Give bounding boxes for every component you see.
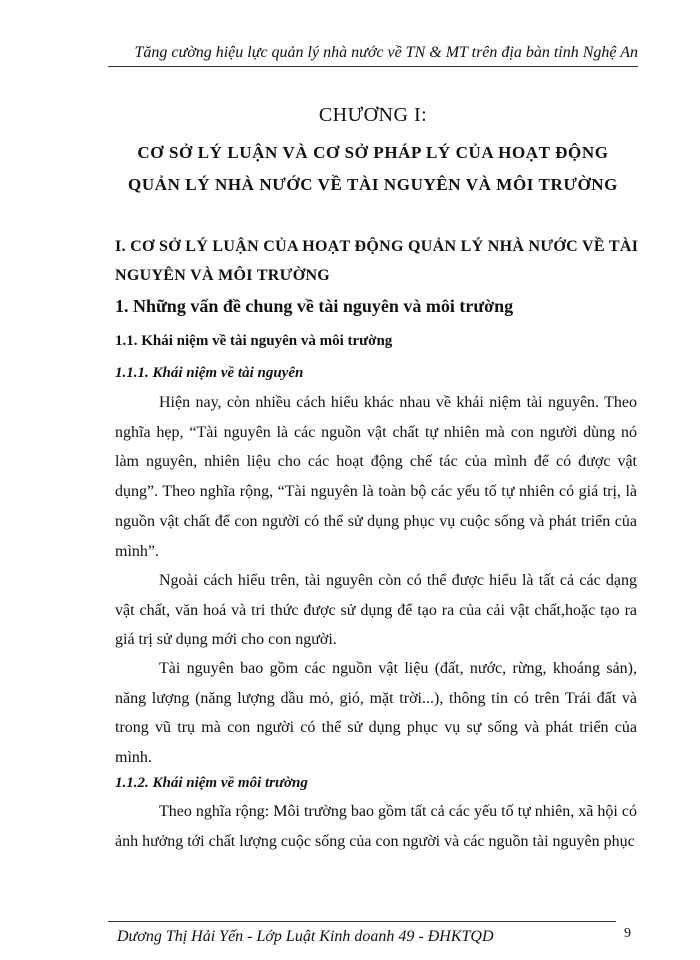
chapter-title-line-2: QUẢN LÝ NHÀ NƯỚC VỀ TÀI NGUYÊN VÀ MÔI TRƯỜNG (128, 175, 618, 194)
chapter-label: CHƯƠNG I: (318, 104, 428, 126)
paragraph-resource-definition: Hiện nay, còn nhiều cách hiểu khác nhau về khái niệm tài nguyên. Theo nghĩa hẹp, “Tài nguyên là các nguồn vật chất tự nhiên mà con người dùng nó làm nguyên, nhiên liệu cho các hoạt động chế tác của mình để có được vật dụng”. Theo nghĩa rộng, “Tài nguyên là toàn bộ các yếu tố tự nhiên có giá trị, là nguồn vật chất để con người có thể sử dụng phục vụ cuộc sống và phát triển của mình”. (115, 394, 637, 560)
running-header: Tăng cường hiệu lực quản lý nhà nước về TN & MT trên địa bàn tỉnh Nghệ An (134, 44, 638, 61)
section-heading-1-1-2: 1.1.2. Khái niệm về môi trường (115, 775, 308, 791)
footer-divider (108, 921, 616, 922)
page-number: 9 (624, 926, 631, 941)
paragraph-resource-components: Tài nguyên bao gồm các nguồn vật liệu (đất, nước, rừng, khoáng sản), năng lượng (năng lượng dầu mỏ, gió, mặt trời...), thông tin có trên Trái đất và trong vũ trụ mà con người có thể sử dụng phục vụ sự sống và phát triển của mình. (115, 660, 637, 767)
footer-author: Dương Thị Hải Yến - Lớp Luật Kinh doanh 49 - ĐHKTQD (117, 928, 494, 945)
section-heading-1-1-1: 1.1.1. Khái niệm về tài nguyên (115, 365, 304, 381)
paragraph-resource-alternative: Ngoài cách hiểu trên, tài nguyên còn có thể được hiểu là tất cả các dạng vật chất, văn hoá và tri thức được sử dụng để tạo ra của cải vật chất,hoặc tạo ra giá trị sử dụng mới cho con người. (115, 572, 637, 649)
section-heading-1-1: 1.1. Khái niệm về tài nguyên và môi trường (115, 333, 393, 349)
header-divider (108, 66, 638, 67)
section-heading-I: I. CƠ SỞ LÝ LUẬN CỦA HOẠT ĐỘNG QUẢN LÝ NHÀ NƯỚC VỀ TÀI NGUYÊN VÀ MÔI TRƯỜNG (115, 238, 639, 284)
chapter-title-line-1: CƠ SỞ LÝ LUẬN VÀ CƠ SỞ PHÁP LÝ CỦA HOẠT ĐỘNG (137, 143, 609, 162)
paragraph-environment-definition: Theo nghĩa rộng: Môi trường bao gồm tất cả các yếu tố tự nhiên, xã hội có ảnh hưởng tới chất lượng cuộc sống của con người và các nguồn tài nguyên phục (115, 803, 637, 850)
section-heading-1: 1. Những vấn đề chung về tài nguyên và môi trường (115, 296, 514, 316)
